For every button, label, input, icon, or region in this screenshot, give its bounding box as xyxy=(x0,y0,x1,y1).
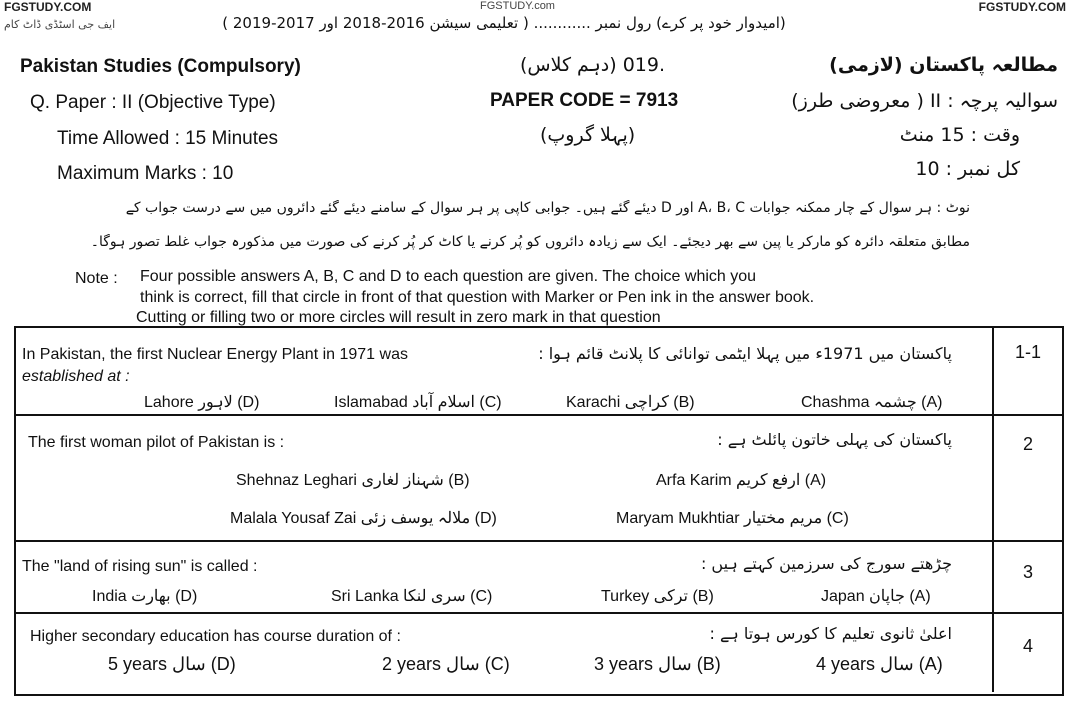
question-row xyxy=(16,328,1062,416)
maximum-marks: Maximum Marks : 10 xyxy=(57,163,234,184)
watermark: ایف جی اسٹڈی ڈاٹ کام xyxy=(4,18,116,31)
question-row xyxy=(16,542,1062,614)
marks-urdu: کل نمبر : 10 xyxy=(915,158,1020,180)
note-line3: Cutting or filling two or more circles will result in zero mark in that question xyxy=(136,309,661,326)
watermark: FGSTUDY.COM xyxy=(4,0,92,14)
question-text: The first woman pilot of Pakistan is : xyxy=(28,434,285,451)
class-code: .019 (دہم کلاس) xyxy=(520,54,666,76)
group: (پہلا گروپ) xyxy=(540,124,636,146)
note-line1: Four possible answers A, B, C and D to each question are given. The choice which you xyxy=(140,268,757,285)
option-b: Turkey ترکی (B) xyxy=(601,588,714,605)
option-c: Islamabad اسلام آباد (C) xyxy=(334,394,502,411)
questions-table xyxy=(14,326,1064,696)
question-urdu: پاکستان میں 1971ء میں پہلا ایٹمی توانائی کا پلانٹ قائم ہوا : xyxy=(538,344,952,363)
option-c: Sri Lanka سری لنکا (C) xyxy=(331,588,493,605)
question-text: Higher secondary education has course duration of : xyxy=(30,628,401,645)
option-b: Karachi کراچی (B) xyxy=(566,394,695,411)
option-d: India بھارت (D) xyxy=(92,588,198,605)
time-urdu: وقت : 15 منٹ xyxy=(899,124,1020,146)
question-number: 2 xyxy=(992,416,1062,540)
option-d: Malala Yousaf Zai ملالہ یوسف زئی (D) xyxy=(230,510,497,527)
note-urdu-line1: نوٹ : ہر سوال کے چار ممکنہ جوابات A، B، C اور D دیئے گئے ہیں۔ جوابی کاپی پر ہر سوال کے سامنے دیئے گئے دائروں میں سے درست جواب کے xyxy=(125,200,970,216)
subject-urdu: مطالعہ پاکستان (لازمی) xyxy=(829,54,1058,76)
question-text-cont: established at : xyxy=(22,368,130,385)
note-label: Note : xyxy=(75,270,118,287)
subject-english: Pakistan Studies (Compulsory) xyxy=(20,56,301,77)
question-number: 4 xyxy=(992,614,1062,692)
question-text: In Pakistan, the first Nuclear Energy Plant in 1971 was xyxy=(22,346,408,363)
question-number: 3 xyxy=(992,542,1062,612)
option-a: Arfa Karim ارفع کریم (A) xyxy=(656,472,827,489)
roll-number-line: (امیدوار خود پر کرے) رول نمبر ............ ( تعلیمی سیشن 2016-2018 اور 2017-2019 ) xyxy=(222,14,786,32)
note-line2: think is correct, fill that circle in front of that question with Marker or Pen ink in the answer book. xyxy=(140,289,815,306)
option-b: Shehnaz Leghari شہناز لغاری (B) xyxy=(236,472,470,489)
question-number: 1-1 xyxy=(992,328,1062,414)
paper-code: PAPER CODE = 7913 xyxy=(490,90,679,111)
option-a: Japan جاپان (A) xyxy=(821,588,931,605)
option-a: 4 years سال (A) xyxy=(816,654,943,674)
note-urdu-line2: مطابق متعلقہ دائرہ کو مارکر یا پین سے بھر دیجئے۔ ایک سے زیادہ دائروں کو پُر کرنے یا کاٹ کر پُر کرنے کی صورت میں مذکورہ جواب غلط تصور ہوگا۔ xyxy=(90,234,970,250)
question-urdu: چڑھتے سورج کی سرزمین کہتے ہیں : xyxy=(700,554,952,573)
option-c: 2 years سال (C) xyxy=(382,654,510,674)
option-d: Lahore لاہور (D) xyxy=(144,394,260,411)
question-row xyxy=(16,614,1062,692)
watermark: FGSTUDY.COM xyxy=(978,0,1066,14)
question-urdu: پاکستان کی پہلی خاتون پائلٹ ہے : xyxy=(717,430,952,449)
watermark: FGSTUDY.com xyxy=(480,0,555,12)
option-c: Maryam Mukhtiar مریم مختیار (C) xyxy=(616,510,849,527)
time-allowed: Time Allowed : 15 Minutes xyxy=(57,128,279,149)
paper-type-urdu: سوالیہ پرچہ : II ( معروضی طرز) xyxy=(791,90,1058,112)
question-text: The "land of rising sun" is called : xyxy=(22,558,258,575)
question-row xyxy=(16,416,1062,542)
option-b: 3 years سال (B) xyxy=(594,654,721,674)
paper-type-english: Q. Paper : II (Objective Type) xyxy=(30,92,276,113)
question-urdu: اعلیٰ ثانوی تعلیم کا کورس ہوتا ہے : xyxy=(709,624,952,643)
option-a: Chashma چشمہ (A) xyxy=(801,394,943,411)
option-d: 5 years سال (D) xyxy=(108,654,236,674)
